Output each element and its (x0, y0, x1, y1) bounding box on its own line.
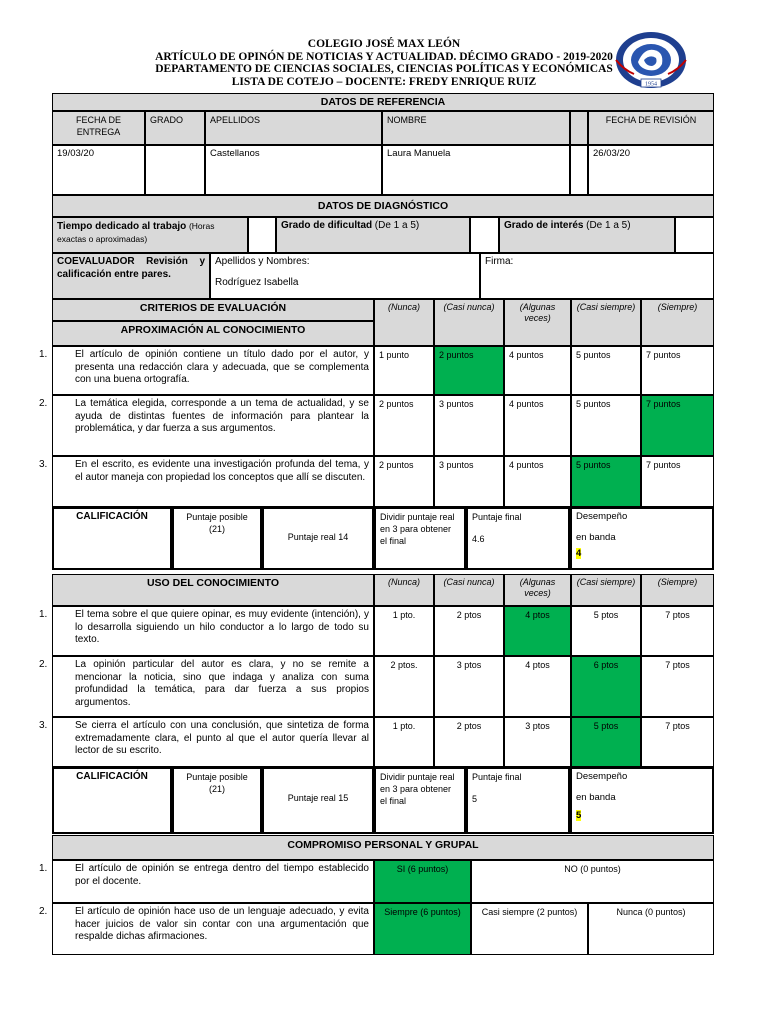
checklist-teacher: LISTA DE COTEJO – DOCENTE: FREDY ENRIQUE RUIZ (231, 75, 537, 88)
final-1-value: 4.6 (472, 534, 485, 544)
aprox-1-score-2: 2 puntos (434, 346, 504, 395)
uso-3-score-1: 1 pto. (374, 717, 434, 767)
fecha-entrega-value: 19/03/20 (52, 145, 145, 195)
header-nombre: NOMBRE (382, 111, 570, 145)
calificacion-1-posible: Puntaje posible (21) (172, 507, 262, 570)
calificacion-2-label: CALIFICACIÓN (52, 767, 172, 834)
aprox-1-score-1: 1 punto (374, 346, 434, 395)
compromiso-2-nunca: Nunca (0 puntos) (588, 903, 714, 955)
uso-title: USO DEL CONOCIMIENTO (52, 574, 374, 606)
calificacion-2-real: Puntaje real 15 (262, 767, 374, 834)
tiempo-label: Tiempo dedicado al trabajo (57, 221, 187, 232)
compromiso-title: COMPROMISO PERSONAL Y GRUPAL (52, 835, 714, 860)
school-name: COLEGIO JOSÉ MAX LEÓN (307, 38, 461, 50)
uso-2-score-2: 3 ptos (434, 656, 504, 717)
uso-1-score-4: 5 ptos (571, 606, 641, 656)
interes-note: (De 1 a 5) (586, 220, 631, 231)
nombre-value: Laura Manuela (382, 145, 570, 195)
coevaluador-label: COEVALUADOR Revisión y calificación entre pares. (52, 253, 210, 299)
apellidos-value: Castellanos (205, 145, 382, 195)
dificultad-note: (De 1 a 5) (374, 220, 420, 231)
final-2-value: 5 (472, 794, 478, 804)
uso-scale-algunas: (Algunas veces) (504, 574, 571, 606)
scale-siempre: (Siempre) (641, 299, 714, 346)
uso-scale-siempre: (Siempre) (641, 574, 714, 606)
criterios-title: CRITERIOS DE EVALUACIÓN (52, 299, 374, 321)
interes-label: Grado de interés (504, 220, 584, 231)
calificacion-2-desempeno (570, 767, 714, 834)
aprox-1-score-5: 7 puntos (641, 346, 714, 395)
uso-1-score-5: 7 ptos (641, 606, 714, 656)
header-blank (570, 111, 588, 145)
header-grado: GRADO (145, 111, 205, 145)
uso-2-score-4: 6 ptos (571, 656, 641, 717)
section-referencia-title: DATOS DE REFERENCIA (52, 93, 714, 111)
compromiso-1-no: NO (0 puntos) (471, 860, 714, 903)
apellidos-nombres-label: Apellidos y Nombres: (215, 256, 310, 267)
aprox-1-score-3: 4 puntos (504, 346, 571, 395)
fecha-revision-value: 26/03/20 (588, 145, 714, 195)
document-title: ARTÍCULO DE OPINÓN DE NOTICIAS Y ACTUALIDAD. DÉCIMO GRADO - 2019-2020 (155, 50, 613, 63)
blank-value (570, 145, 588, 195)
aproximacion-title: APROXIMACIÓN AL CONOCIMIENTO (52, 321, 374, 346)
grado-interes (499, 217, 675, 253)
calificacion-2-dividir: Dividir puntaje real en 3 para obtener el final (374, 767, 466, 834)
scale-nunca: (Nunca) (374, 299, 434, 346)
banda-1-value: 4 (576, 548, 582, 559)
section-diagnostico-title: DATOS DE DIAGNÓSTICO (52, 195, 714, 217)
scale-algunas: (Algunas veces) (504, 299, 571, 346)
scale-casi-nunca: (Casi nunca) (434, 299, 504, 346)
aprox-2-score-4: 5 puntos (571, 395, 641, 456)
firma: Firma: (480, 253, 714, 299)
desempeno-2-label: Desempeño (576, 771, 628, 782)
aprox-2-score-5: 7 puntos (641, 395, 714, 456)
uso-2-score-1: 2 ptos. (374, 656, 434, 717)
uso-3-score-5: 7 ptos (641, 717, 714, 767)
uso-3-score-4: 5 ptos (571, 717, 641, 767)
uso-criterion-3: 3. Se cierra el artículo con una conclusión, que sintetiza de forma extremadamente clara, el punto al que el autor quería llevar al lector de su escrito. (52, 717, 374, 767)
aprox-2-score-3: 4 puntos (504, 395, 571, 456)
apellidos-nombres-value: Rodríguez Isabella (215, 277, 299, 288)
uso-scale-nunca: (Nunca) (374, 574, 434, 606)
school-seal-logo (614, 30, 688, 90)
coevaluador-nombre (210, 253, 480, 299)
uso-1-score-3: 4 ptos (504, 606, 571, 656)
calificacion-1-desempeno (570, 507, 714, 570)
banda-2-value: 5 (576, 810, 582, 821)
uso-scale-casi-siempre: (Casi siempre) (571, 574, 641, 606)
aprox-3-score-3: 4 puntos (504, 456, 571, 507)
scale-casi-siempre: (Casi siempre) (571, 299, 641, 346)
uso-scale-casi-nunca: (Casi nunca) (434, 574, 504, 606)
calificacion-1-final (466, 507, 570, 570)
header-fecha-entrega: FECHA DE ENTREGA (52, 111, 145, 145)
grado-dificultad (276, 217, 470, 253)
uso-2-score-5: 7 ptos (641, 656, 714, 717)
final-1-label: Puntaje final (472, 512, 522, 522)
tiempo-dedicado (52, 217, 248, 253)
aprox-3-score-1: 2 puntos (374, 456, 434, 507)
checklist-form (39, 93, 714, 955)
svg-text:1954: 1954 (645, 81, 657, 88)
aprox-3-score-4: 5 puntos (571, 456, 641, 507)
header-fecha-revision: FECHA DE REVISIÓN (588, 111, 714, 145)
header-apellidos: APELLIDOS (205, 111, 382, 145)
uso-3-score-3: 3 ptos (504, 717, 571, 767)
grado-value (145, 145, 205, 195)
desempeno-1-label: Desempeño (576, 511, 628, 522)
uso-criterion-2: 2. La opinión particular del autor es clara, y no se remite a mencionar la noticia, sino que indaga y analiza con suma profundidad la temática, para dar fuerza a sus propios argumentos. (52, 656, 374, 717)
calificacion-1-real: Puntaje real 14 (262, 507, 374, 570)
aprox-2-score-1: 2 puntos (374, 395, 434, 456)
tiempo-value (248, 217, 276, 253)
calificacion-2-final (466, 767, 570, 834)
aprox-criterion-1: 1. El artículo de opinión contiene un título dado por el autor, y presenta una redacción clara y adecuada, que se complementa con una buena ortografía. (52, 346, 374, 395)
aprox-2-score-2: 3 puntos (434, 395, 504, 456)
uso-2-score-3: 4 ptos (504, 656, 571, 717)
final-2-label: Puntaje final (472, 772, 522, 782)
tiempo-note: (Horas exactas o aproximadas) (57, 221, 215, 244)
aprox-criterion-3: 3. En el escrito, es evidente una investigación profunda del tema, y el autor maneja con propiedad los conceptos que allí se discuten. (52, 456, 374, 507)
aprox-3-score-2: 3 puntos (434, 456, 504, 507)
department-name: DEPARTAMENTO DE CIENCIAS SOCIALES, CIENCIAS POLÍTICAS Y ECONÓMICAS (155, 63, 613, 75)
banda-2-label: en banda (576, 792, 616, 803)
aprox-3-score-5: 7 puntos (641, 456, 714, 507)
banda-1-label: en banda (576, 532, 616, 543)
dificultad-value (470, 217, 499, 253)
aprox-1-score-4: 5 puntos (571, 346, 641, 395)
compromiso-2-siempre: Siempre (6 puntos) (374, 903, 471, 955)
compromiso-item-2: 2. El artículo de opinión hace uso de un lenguaje adecuado, y evita hacer juicios de valor sin contar con una argumentación que respalde dichas afirmaciones. (52, 903, 374, 955)
calificacion-1-label: CALIFICACIÓN (52, 507, 172, 570)
compromiso-1-si: SI (6 puntos) (374, 860, 471, 903)
uso-3-score-2: 2 ptos (434, 717, 504, 767)
uso-1-score-2: 2 ptos (434, 606, 504, 656)
compromiso-2-casi: Casi siempre (2 puntos) (471, 903, 588, 955)
uso-criterion-1: 1. El tema sobre el que quiere opinar, es muy evidente (intención), y lo desarrolla siguiendo un hilo conductor a lo largo de todo su texto. (52, 606, 374, 656)
aprox-criterion-2: 2. La temática elegida, corresponde a un tema de actualidad, y se ayuda de distintas fuentes de información para plantear la problemática, y dar fuerza a sus argumentos. (52, 395, 374, 456)
dificultad-label: Grado de dificultad (281, 220, 373, 231)
calificacion-1-dividir: Dividir puntaje real en 3 para obtener el final (374, 507, 466, 570)
uso-1-score-1: 1 pto. (374, 606, 434, 656)
calificacion-2-posible: Puntaje posible (21) (172, 767, 262, 834)
interes-value (675, 217, 714, 253)
compromiso-item-1: 1. El artículo de opinión se entrega dentro del tiempo establecido por el docente. (52, 860, 374, 903)
